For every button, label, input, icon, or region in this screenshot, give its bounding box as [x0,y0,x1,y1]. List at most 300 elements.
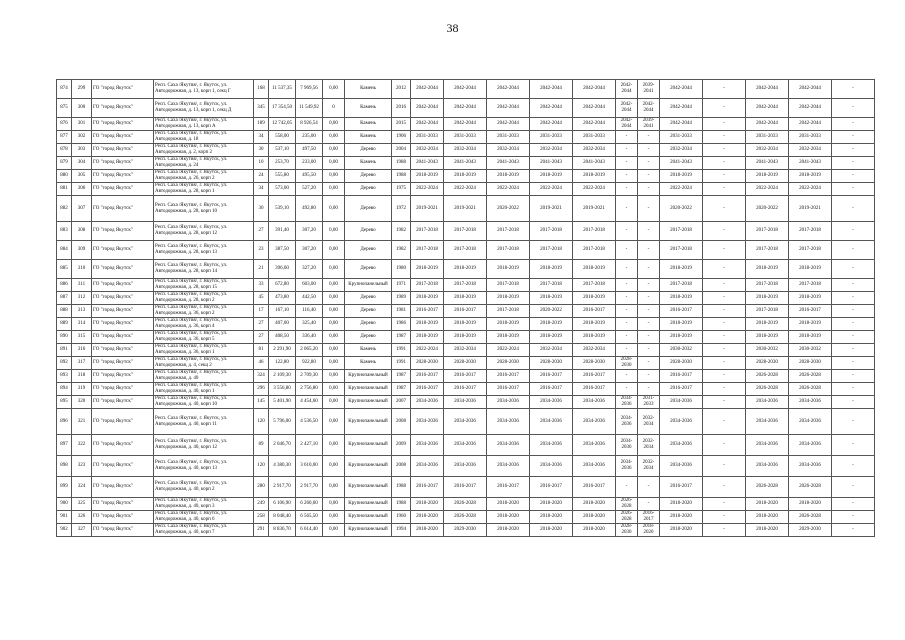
build-year-cell: 1988 [392,170,411,183]
address-cell: Респ. Саха /Якутия/, г. Якутск, ул. Автодорожная, д. 13, корп 1, секц Г [154,80,254,99]
period-c3-cell: 2018-2019 [530,292,573,305]
living-area-cell: 2 709,30 [296,370,323,383]
period-c5-cell: 2018-2019 [660,260,703,279]
address-cell: Респ. Саха /Якутия/, г. Якутск, ул. Автодорожная, д. 28, корп 12 [154,222,254,241]
period-d1-cell: - [616,222,638,241]
period-c5-cell: 2018-2020 [660,524,703,537]
wall-material-cell: Крупнопанельный [345,279,392,292]
address-cell: Респ. Саха /Якутия/, г. Якутск, ул. Автодорожная, д. 40, корп 12 [154,435,254,456]
period-d1-cell: 2026-2028 [616,511,638,524]
address-cell: Респ. Саха /Якутия/, г. Якутск, ул. Автодорожная, д. 28, корп 10 [154,196,254,222]
period-main-cell: 2016-2017 [411,383,444,396]
period-d1-cell: - [616,370,638,383]
period-c7-cell: 2026-2028 [789,477,832,498]
dash-f-cell: - [832,241,875,260]
object-id-cell: 314 [72,318,92,331]
wall-material-cell: Дерево [345,318,392,331]
period-c2-cell: 2016-2017 [487,477,530,498]
wall-material-cell: Дерево [345,292,392,305]
period-d1-cell: 2028-2030 [616,357,638,370]
dash-f-cell: - [832,222,875,241]
build-year-cell: 1980 [392,260,411,279]
municipality-cell: ГО "город Якутск" [92,183,154,196]
period-c2-cell: 2034-2036 [487,456,530,477]
period-c3-cell: 2017-2018 [530,279,573,292]
address-cell: Респ. Саха /Якутия/, г. Якутск, ул. Автодорожная, д. 36, корп 1 [154,344,254,357]
floors-count-cell: 258 [254,511,269,524]
floors-count-cell: 27 [254,222,269,241]
period-c4-cell: 2034-2036 [573,456,616,477]
wall-material-cell: Крупнопанельный [345,524,392,537]
period-c5-cell: 2018-2020 [660,511,703,524]
period-c4-cell: 2017-2018 [573,241,616,260]
period-main-cell: 2016-2017 [411,370,444,383]
dash-f-cell: - [832,357,875,370]
total-area-cell: 122,80 [269,357,296,370]
period-c6-cell: 2041-2043 [746,157,789,170]
address-cell: Респ. Саха /Якутия/, г. Якутск, ул. Автодорожная, д. 36, корп 5 [154,331,254,344]
period-main-cell: 2028-2030 [411,357,444,370]
period-c1-cell: 2019-2021 [444,196,487,222]
build-year-cell: 2015 [392,118,411,131]
build-year-cell: 1960 [392,511,411,524]
living-area-cell: 4 536,50 [296,409,323,435]
period-c3-cell: 2032-2034 [530,344,573,357]
period-c1-cell: 2028-2030 [444,357,487,370]
period-main-cell: 2018-2019 [411,170,444,183]
period-d1-cell: - [616,477,638,498]
zero-value-cell: 0,00 [323,370,345,383]
period-c6-cell: 2022-2024 [746,183,789,196]
period-c7-cell: 2018-2019 [789,331,832,344]
period-c3-cell: 2034-2036 [530,456,573,477]
period-c6-cell: 2042-2044 [746,118,789,131]
period-c7-cell: 2029-2030 [789,524,832,537]
table-row [57,383,875,396]
period-d1-cell: - [616,260,638,279]
period-c3-cell: 2017-2018 [530,241,573,260]
total-area-cell: 408,50 [269,331,296,344]
address-cell: Респ. Саха /Якутия/, г. Якутск, ул. Автодорожная, д. 4, секц 2 [154,357,254,370]
address-cell: Респ. Саха /Якутия/, г. Якутск, ул. Автодорожная, д. 36, корп 4 [154,318,254,331]
dash-e-cell: - [703,80,746,99]
dash-f-cell: - [832,99,875,118]
object-id-cell: 326 [72,511,92,524]
zero-value-cell: 0,00 [323,383,345,396]
period-main-cell: 2042-2044 [411,99,444,118]
zero-value-cell: 0,00 [323,131,345,144]
address-cell: Респ. Саха /Якутия/, г. Якутск, ул. Автодорожная, д. 40, корп 3 [154,498,254,511]
dash-e-cell: - [703,157,746,170]
wall-material-cell: Крупнопанельный [345,511,392,524]
dash-f-cell: - [832,279,875,292]
period-d2-cell: - [638,241,660,260]
municipality-cell: ГО "город Якутск" [92,99,154,118]
zero-value-cell: 0,00 [323,409,345,435]
period-c1-cell: 2034-2036 [444,435,487,456]
period-c4-cell: 2042-2044 [573,118,616,131]
period-c2-cell: 2018-2019 [487,318,530,331]
period-c3-cell: 2018-2020 [530,524,573,537]
row-number-cell: 879 [57,157,72,170]
address-cell: Респ. Саха /Якутия/, г. Якутск, ул. Автодорожная, д. 40, корп 10 [154,396,254,409]
period-c4-cell: 2016-2017 [573,370,616,383]
municipality-cell: ГО "город Якутск" [92,157,154,170]
period-c6-cell: 2020-2022 [746,196,789,222]
period-c7-cell: 2026-2028 [789,511,832,524]
period-c1-cell: 2034-2036 [444,396,487,409]
living-area-cell: 6 614,40 [296,524,323,537]
floors-count-cell: 30 [254,144,269,157]
build-year-cell: 1987 [392,383,411,396]
address-cell: Респ. Саха /Якутия/, г. Якутск, ул. Автодорожная, д. 28, корп 14 [154,260,254,279]
row-number-cell: 892 [57,357,72,370]
address-cell: Респ. Саха /Якутия/, г. Якутск, ул. Автодорожная, д. 13, корп 1, секц Д [154,99,254,118]
period-d2-cell: - [638,477,660,498]
total-area-cell: 253,70 [269,157,296,170]
object-id-cell: 304 [72,157,92,170]
zero-value-cell: 0,00 [323,222,345,241]
wall-material-cell: Камень [345,80,392,99]
period-d2-cell: 2039-2041 [638,80,660,99]
period-c3-cell: 2034-2036 [530,396,573,409]
dash-f-cell: - [832,157,875,170]
period-c2-cell: 2017-2018 [487,305,530,318]
municipality-cell: ГО "город Якутск" [92,370,154,383]
zero-value-cell: 0,00 [323,344,345,357]
table-row [57,99,875,118]
zero-value-cell: 0,00 [323,260,345,279]
dash-e-cell: - [703,131,746,144]
period-main-cell: 2018-2020 [411,524,444,537]
period-c1-cell: 2016-2017 [444,477,487,498]
period-c7-cell: 2034-2036 [789,409,832,435]
municipality-cell: ГО "город Якутск" [92,524,154,537]
period-c5-cell: 2031-2033 [660,131,703,144]
object-id-cell: 303 [72,144,92,157]
object-id-cell: 306 [72,183,92,196]
wall-material-cell: Камень [345,157,392,170]
build-year-cell: 2004 [392,144,411,157]
row-number-cell: 890 [57,331,72,344]
period-c1-cell: 2018-2019 [444,318,487,331]
total-area-cell: 2 046,70 [269,435,296,456]
zero-value-cell: 0,00 [323,144,345,157]
municipality-cell: ГО "город Якутск" [92,80,154,99]
municipality-cell: ГО "город Якутск" [92,118,154,131]
build-year-cell: 2016 [392,99,411,118]
period-c1-cell: 2029-2030 [444,524,487,537]
build-year-cell: 1982 [392,241,411,260]
period-c1-cell: 2034-2036 [444,456,487,477]
build-year-cell: 1975 [392,183,411,196]
dash-e-cell: - [703,318,746,331]
row-number-cell: 875 [57,99,72,118]
period-c5-cell: 2018-2019 [660,331,703,344]
floors-count-cell: 17 [254,305,269,318]
table-row [57,318,875,331]
table-row [57,80,875,99]
period-d2-cell: - [638,498,660,511]
address-cell: Респ. Саха /Якутия/, г. Якутск, ул. Автодорожная, д. 40, корп 1 [154,383,254,396]
object-id-cell: 316 [72,344,92,357]
period-c6-cell: 2018-2020 [746,511,789,524]
period-d2-cell: - [638,183,660,196]
dash-e-cell: - [703,456,746,477]
zero-value-cell: 0,00 [323,183,345,196]
period-c6-cell: 2018-2020 [746,498,789,511]
period-c6-cell: 2018-2019 [746,331,789,344]
address-cell: Респ. Саха /Якутия/, г. Якутск, ул. Автодорожная, д. 28, корп 15 [154,279,254,292]
period-d2-cell: - [638,305,660,318]
dash-f-cell: - [832,477,875,498]
period-c3-cell: 2018-2019 [530,331,573,344]
living-area-cell: 8 926,54 [296,118,323,131]
period-c2-cell: 2034-2036 [487,435,530,456]
build-year-cell: 1982 [392,222,411,241]
period-d2-cell: - [638,144,660,157]
period-main-cell: 2018-2019 [411,260,444,279]
address-cell: Респ. Саха /Якутия/, г. Якутск, ул. Автодорожная, д. 40, корп 13 [154,456,254,477]
period-c1-cell: 2017-2018 [444,241,487,260]
period-d1-cell: 2034-2036 [616,396,638,409]
address-cell: Респ. Саха /Якутия/, г. Якутск, ул. Автодорожная, д. 26, корп 2 [154,170,254,183]
period-c1-cell: 2018-2019 [444,260,487,279]
period-c7-cell: 2018-2019 [789,292,832,305]
municipality-cell: ГО "город Якутск" [92,131,154,144]
period-d2-cell: - [638,331,660,344]
period-c6-cell: 2028-2030 [746,357,789,370]
period-c4-cell: 2018-2020 [573,524,616,537]
period-main-cell: 2018-2019 [411,318,444,331]
period-c1-cell: 2016-2017 [444,305,487,318]
period-c2-cell: 2022-2024 [487,183,530,196]
zero-value-cell: 0,00 [323,435,345,456]
period-c4-cell: 2018-2019 [573,170,616,183]
period-c1-cell: 2026-2028 [444,511,487,524]
dash-f-cell: - [832,131,875,144]
period-c4-cell: 2019-2021 [573,196,616,222]
object-id-cell: 319 [72,383,92,396]
period-c5-cell: 2034-2036 [660,396,703,409]
floors-count-cell: 120 [254,409,269,435]
living-area-cell: 527,20 [296,183,323,196]
zero-value-cell: 0,00 [323,357,345,370]
period-c2-cell: 2022-2024 [487,344,530,357]
dash-f-cell: - [832,456,875,477]
period-c4-cell: 2022-2024 [573,183,616,196]
dash-e-cell: - [703,524,746,537]
period-d1-cell: - [616,157,638,170]
period-main-cell: 2017-2018 [411,241,444,260]
period-d1-cell: - [616,241,638,260]
floors-count-cell: 34 [254,183,269,196]
floors-count-cell: 34 [254,131,269,144]
period-d1-cell: 2026-2028 [616,498,638,511]
period-c7-cell: 2031-2033 [789,131,832,144]
row-number-cell: 889 [57,318,72,331]
period-main-cell: 2041-2043 [411,157,444,170]
period-d2-cell: - [638,279,660,292]
dash-f-cell: - [832,170,875,183]
object-id-cell: 305 [72,170,92,183]
row-number-cell: 900 [57,498,72,511]
period-c1-cell: 2032-2034 [444,344,487,357]
row-number-cell: 893 [57,370,72,383]
dash-e-cell: - [703,477,746,498]
period-c1-cell: 2026-2028 [444,498,487,511]
row-number-cell: 876 [57,118,72,131]
municipality-cell: ГО "город Якутск" [92,292,154,305]
build-year-cell: 1991 [392,357,411,370]
row-number-cell: 877 [57,131,72,144]
municipality-cell: ГО "город Якутск" [92,498,154,511]
period-main-cell: 2019-2021 [411,196,444,222]
floors-count-cell: 27 [254,318,269,331]
address-cell: Респ. Саха /Якутия/, г. Якутск, ул. Автодорожная, д. 13, корп А [154,118,254,131]
period-main-cell: 2034-2036 [411,409,444,435]
period-c5-cell: 2018-2019 [660,170,703,183]
total-area-cell: 539,10 [269,196,296,222]
period-c5-cell: 2030-2032 [660,344,703,357]
period-d2-cell: - [638,196,660,222]
table-row [57,157,875,170]
living-area-cell: 307,20 [296,241,323,260]
build-year-cell: 1988 [392,157,411,170]
zero-value-cell: 0,00 [323,524,345,537]
period-c7-cell: 2034-2036 [789,396,832,409]
address-cell: Респ. Саха /Якутия/, г. Якутск, ул. Автодорожная, д. 40, корп 2 [154,477,254,498]
table-row [57,524,875,537]
total-area-cell: 8 836,70 [269,524,296,537]
build-year-cell: 1971 [392,279,411,292]
period-c4-cell: 2018-2019 [573,260,616,279]
period-c4-cell: 2018-2019 [573,331,616,344]
period-c2-cell: 2034-2036 [487,409,530,435]
period-c5-cell: 2034-2036 [660,456,703,477]
dash-e-cell: - [703,99,746,118]
municipality-cell: ГО "город Якутск" [92,331,154,344]
address-cell: Респ. Саха /Якутия/, г. Якутск, ул. Автодорожная, д. 28, корп 13 [154,241,254,260]
table-row [57,170,875,183]
period-c6-cell: 2042-2044 [746,80,789,99]
table-row [57,435,875,456]
municipality-cell: ГО "город Якутск" [92,456,154,477]
wall-material-cell: Дерево [345,170,392,183]
table-row [57,292,875,305]
period-d1-cell: - [616,331,638,344]
period-c7-cell: 2026-2028 [789,383,832,396]
zero-value-cell: 0,00 [323,241,345,260]
period-c6-cell: 2030-2032 [746,344,789,357]
period-c6-cell: 2018-2019 [746,170,789,183]
build-year-cell: 2009 [392,435,411,456]
period-c2-cell: 2028-2030 [487,357,530,370]
living-area-cell: 4 454,60 [296,396,323,409]
period-c3-cell: 2034-2036 [530,435,573,456]
period-c4-cell: 2032-2034 [573,144,616,157]
period-d2-cell: - [638,157,660,170]
period-c6-cell: 2017-2018 [746,241,789,260]
period-c5-cell: 2018-2020 [660,498,703,511]
dash-e-cell: - [703,144,746,157]
period-c2-cell: 2020-2022 [487,196,530,222]
period-c2-cell: 2042-2044 [487,99,530,118]
wall-material-cell: Камень [345,357,392,370]
zero-value-cell: 0,00 [323,80,345,99]
living-area-cell: 2 427,10 [296,435,323,456]
table-row [57,409,875,435]
municipality-cell: ГО "город Якутск" [92,383,154,396]
living-area-cell: 6 565,50 [296,511,323,524]
object-id-cell: 302 [72,131,92,144]
period-d1-cell: - [616,144,638,157]
floors-count-cell: 345 [254,99,269,118]
period-c4-cell: 2028-2030 [573,357,616,370]
period-main-cell: 2022-2024 [411,183,444,196]
period-c1-cell: 2042-2044 [444,80,487,99]
table-row [57,279,875,292]
wall-material-cell: Крупнопанельный [345,435,392,456]
floors-count-cell: 291 [254,524,269,537]
period-c3-cell: 2020-2022 [530,305,573,318]
object-id-cell: 309 [72,241,92,260]
total-area-cell: 387,50 [269,241,296,260]
period-c6-cell: 2026-2028 [746,370,789,383]
dash-f-cell: - [832,511,875,524]
table-row [57,331,875,344]
living-area-cell: 2 917,70 [296,477,323,498]
period-d1-cell: - [616,279,638,292]
period-c4-cell: 2042-2044 [573,99,616,118]
period-d2-cell: 2032-2034 [638,409,660,435]
period-c4-cell: 2018-2019 [573,318,616,331]
object-id-cell: 299 [72,80,92,99]
period-c1-cell: 2022-2024 [444,183,487,196]
period-c7-cell: 2018-2019 [789,318,832,331]
period-d1-cell: 2042-2044 [616,80,638,99]
zero-value-cell: 0,00 [323,196,345,222]
row-number-cell: 894 [57,383,72,396]
dash-f-cell: - [832,144,875,157]
build-year-cell: 2012 [392,80,411,99]
object-id-cell: 312 [72,292,92,305]
period-c6-cell: 2018-2019 [746,318,789,331]
period-c5-cell: 2032-2034 [660,144,703,157]
period-c5-cell: 2041-2043 [660,157,703,170]
period-c2-cell: 2016-2017 [487,370,530,383]
period-main-cell: 2018-2020 [411,498,444,511]
period-c4-cell: 2018-2020 [573,511,616,524]
floors-count-cell: 27 [254,331,269,344]
total-area-cell: 672,80 [269,279,296,292]
living-area-cell: 6 260,60 [296,498,323,511]
period-c7-cell: 2034-2036 [789,456,832,477]
living-area-cell: 2 065,20 [296,344,323,357]
period-c4-cell: 2034-2036 [573,409,616,435]
period-d2-cell: 2042-2044 [638,99,660,118]
table-row [57,511,875,524]
living-area-cell: 235,00 [296,131,323,144]
dash-f-cell: - [832,80,875,99]
municipality-cell: ГО "город Якутск" [92,435,154,456]
row-number-cell: 899 [57,477,72,498]
period-c7-cell: 2034-2036 [789,435,832,456]
period-d1-cell: - [616,170,638,183]
period-c6-cell: 2032-2034 [746,144,789,157]
table-row [57,477,875,498]
row-number-cell: 887 [57,292,72,305]
